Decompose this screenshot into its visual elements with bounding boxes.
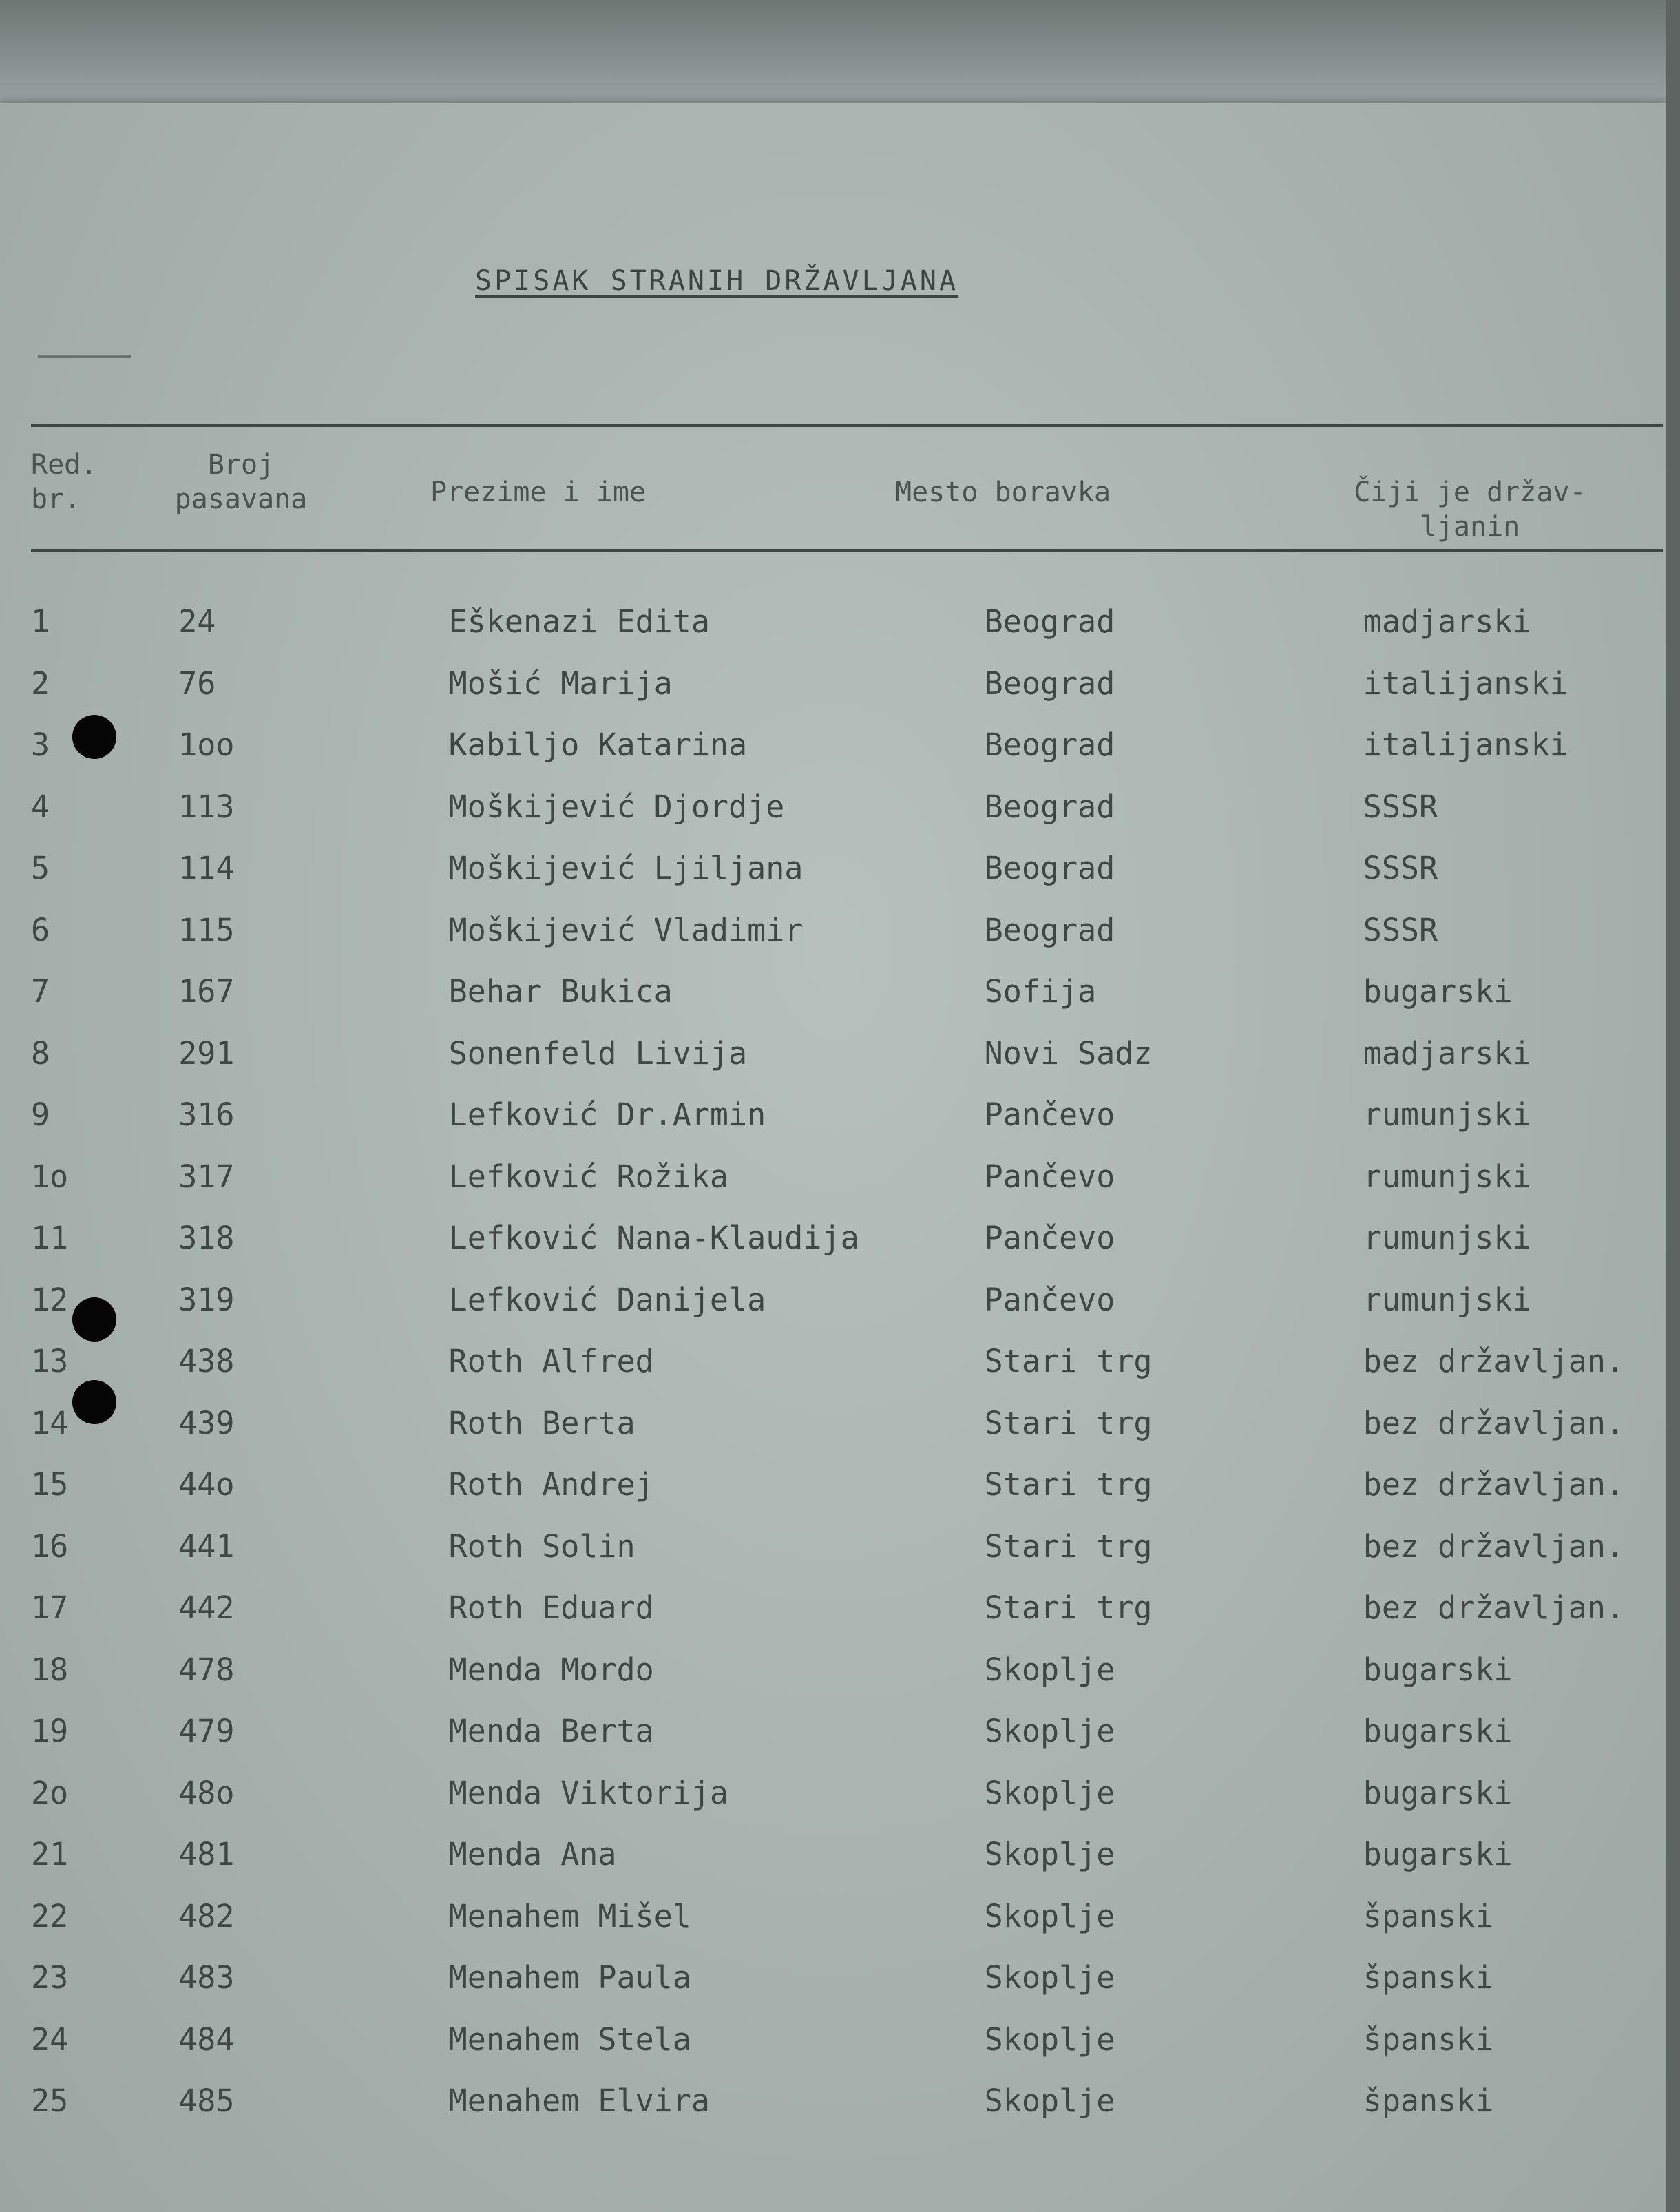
full-name: Moškijević Ljiljana	[448, 850, 804, 887]
passport-number: 114	[178, 850, 235, 887]
full-name: Roth Berta	[448, 1404, 636, 1441]
table-row	[0, 837, 1680, 899]
citizenship: bez državljan.	[1363, 1527, 1625, 1565]
row-number: 16	[31, 1527, 69, 1565]
citizenship: SSSR	[1363, 850, 1438, 887]
row-number: 14	[31, 1404, 69, 1441]
row-number: 22	[31, 1897, 69, 1934]
citizenship: bez državljan.	[1363, 1404, 1625, 1441]
row-number: 17	[31, 1589, 69, 1627]
full-name: Menda Mordo	[448, 1651, 654, 1688]
full-name: Menda Viktorija	[448, 1774, 729, 1811]
table-row	[0, 1639, 1680, 1701]
residence-place: Skoplje	[984, 1713, 1115, 1750]
passport-number: 44o	[178, 1466, 235, 1503]
full-name: Behar Bukica	[448, 973, 673, 1010]
header-citizenship	[1312, 475, 1628, 544]
row-number: 2o	[31, 1774, 69, 1811]
full-name: Menahem Paula	[448, 1959, 691, 1996]
passport-number: 439	[178, 1404, 235, 1441]
passport-number: 291	[178, 1034, 235, 1072]
table-row	[0, 1700, 1680, 1762]
full-name: Menahem Elvira	[448, 2083, 710, 2120]
header-passport-line2: pasavana	[174, 483, 308, 515]
residence-place: Stari trg	[984, 1343, 1153, 1380]
table-row	[0, 1084, 1680, 1146]
header-passport	[155, 448, 327, 517]
passport-number: 483	[178, 1959, 235, 1996]
citizenship: španski	[1363, 2021, 1494, 2058]
header-no-line2: br.	[31, 483, 81, 515]
punch-hole	[72, 715, 116, 759]
header-place: Mesto boravka	[895, 477, 1111, 508]
residence-place: Beograd	[984, 665, 1115, 702]
passport-number: 438	[178, 1343, 235, 1380]
table-row	[0, 2070, 1680, 2132]
table-row	[0, 1762, 1680, 1824]
header-no-line1: Red.	[31, 449, 98, 481]
citizenship: italijanski	[1363, 727, 1568, 764]
residence-place: Novi Sadz	[984, 1034, 1153, 1072]
full-name: Menda Berta	[448, 1713, 654, 1750]
citizenship: bugarski	[1363, 1651, 1513, 1688]
full-name: Roth Alfred	[448, 1343, 654, 1380]
passport-number: 485	[178, 2083, 235, 2120]
full-name: Roth Solin	[448, 1527, 636, 1565]
foreigners-table-body	[0, 591, 1680, 2132]
passport-number: 113	[178, 788, 235, 825]
residence-place: Pančevo	[984, 1096, 1115, 1134]
table-row	[0, 1454, 1680, 1516]
full-name: Roth Andrej	[448, 1466, 654, 1503]
header-passport-line1: Broj	[207, 449, 275, 481]
residence-place: Skoplje	[984, 1959, 1115, 1996]
table-row	[0, 2009, 1680, 2071]
table-top-rule	[31, 424, 1663, 427]
residence-place: Pančevo	[984, 1158, 1115, 1195]
passport-number: 316	[178, 1096, 235, 1134]
residence-place: Beograd	[984, 911, 1115, 948]
citizenship: bez državljan.	[1363, 1466, 1625, 1503]
foreigners-table	[0, 591, 1680, 2132]
pencil-dash	[38, 355, 131, 358]
passport-number: 479	[178, 1713, 235, 1750]
residence-place: Stari trg	[984, 1589, 1153, 1627]
citizenship: SSSR	[1363, 911, 1438, 948]
full-name: Sonenfeld Livija	[448, 1034, 748, 1072]
full-name: Menahem Mišel	[448, 1897, 691, 1934]
residence-place: Stari trg	[984, 1404, 1153, 1441]
full-name: Mošić Marija	[448, 665, 673, 702]
residence-place: Stari trg	[984, 1527, 1153, 1565]
citizenship: bugarski	[1363, 1836, 1513, 1873]
row-number: 11	[31, 1220, 69, 1257]
row-number: 18	[31, 1651, 69, 1688]
row-number: 9	[31, 1096, 50, 1134]
full-name: Lefković Danijela	[448, 1281, 766, 1318]
passport-number: 1oo	[178, 727, 235, 764]
full-name: Menahem Stela	[448, 2021, 691, 2058]
table-row	[0, 714, 1680, 776]
passport-number: 167	[178, 973, 235, 1010]
citizenship: madjarski	[1363, 603, 1531, 640]
citizenship: italijanski	[1363, 665, 1568, 702]
punch-hole	[72, 1380, 116, 1424]
residence-place: Beograd	[984, 727, 1115, 764]
row-number: 13	[31, 1343, 69, 1380]
citizenship: španski	[1363, 1897, 1494, 1934]
table-row	[0, 1577, 1680, 1639]
residence-place: Pančevo	[984, 1220, 1115, 1257]
table-row	[0, 1824, 1680, 1886]
table-row	[0, 1023, 1680, 1085]
full-name: Moškijević Djordje	[448, 788, 785, 825]
header-no	[31, 448, 97, 517]
residence-place: Beograd	[984, 850, 1115, 887]
full-name: Lefković Nana-Klaudija	[448, 1220, 859, 1257]
passport-number: 442	[178, 1589, 235, 1627]
table-row	[0, 1207, 1680, 1269]
row-number: 1	[31, 603, 50, 640]
residence-place: Skoplje	[984, 2083, 1115, 2120]
row-number: 24	[31, 2021, 69, 2058]
row-number: 2	[31, 665, 50, 702]
row-number: 8	[31, 1034, 50, 1072]
passport-number: 481	[178, 1836, 235, 1873]
citizenship: SSSR	[1363, 788, 1438, 825]
table-row	[0, 591, 1680, 653]
row-number: 3	[31, 727, 50, 764]
table-row	[0, 1146, 1680, 1208]
passport-number: 482	[178, 1897, 235, 1934]
residence-place: Skoplje	[984, 2021, 1115, 2058]
residence-place: Beograd	[984, 603, 1115, 640]
citizenship: bugarski	[1363, 973, 1513, 1010]
passport-number: 48o	[178, 1774, 235, 1811]
passport-number: 441	[178, 1527, 235, 1565]
passport-number: 115	[178, 911, 235, 948]
full-name: Eškenazi Edita	[448, 603, 710, 640]
residence-place: Skoplje	[984, 1897, 1115, 1934]
row-number: 5	[31, 850, 50, 887]
table-row	[0, 1392, 1680, 1454]
citizenship: madjarski	[1363, 1034, 1531, 1072]
row-number: 6	[31, 911, 50, 948]
header-citizenship-line2: ljanin	[1420, 511, 1520, 543]
table-row	[0, 1886, 1680, 1948]
passport-number: 478	[178, 1651, 235, 1688]
document-title: SPISAK STRANIH DRŽAVLJANA	[475, 265, 959, 297]
table-row	[0, 1516, 1680, 1578]
row-number: 15	[31, 1466, 69, 1503]
citizenship: španski	[1363, 2083, 1494, 2120]
citizenship: rumunjski	[1363, 1096, 1531, 1134]
table-row	[0, 653, 1680, 715]
citizenship: španski	[1363, 1959, 1494, 1996]
passport-number: 484	[178, 2021, 235, 2058]
row-number: 1o	[31, 1158, 69, 1195]
passport-number: 24	[178, 603, 216, 640]
table-row	[0, 1269, 1680, 1331]
row-number: 23	[31, 1959, 69, 1996]
passport-number: 318	[178, 1220, 235, 1257]
table-row	[0, 961, 1680, 1023]
full-name: Lefković Dr.Armin	[448, 1096, 766, 1134]
residence-place: Sofija	[984, 973, 1097, 1010]
punch-hole	[72, 1297, 116, 1342]
full-name: Menda Ana	[448, 1836, 617, 1873]
residence-place: Stari trg	[984, 1466, 1153, 1503]
citizenship: rumunjski	[1363, 1158, 1531, 1195]
row-number: 21	[31, 1836, 69, 1873]
row-number: 12	[31, 1281, 69, 1318]
table-row	[0, 776, 1680, 838]
row-number: 4	[31, 788, 50, 825]
header-bottom-rule	[31, 549, 1663, 552]
residence-place: Beograd	[984, 788, 1115, 825]
citizenship: rumunjski	[1363, 1220, 1531, 1257]
table-row	[0, 899, 1680, 961]
scanner-background	[0, 0, 1680, 110]
table-row	[0, 1331, 1680, 1392]
passport-number: 76	[178, 665, 216, 702]
residence-place: Skoplje	[984, 1651, 1115, 1688]
passport-number: 319	[178, 1281, 235, 1318]
residence-place: Pančevo	[984, 1281, 1115, 1318]
row-number: 25	[31, 2083, 69, 2120]
row-number: 7	[31, 973, 50, 1010]
full-name: Moškijević Vladimir	[448, 911, 804, 948]
full-name: Roth Eduard	[448, 1589, 654, 1627]
citizenship: bez državljan.	[1363, 1589, 1625, 1627]
citizenship: bugarski	[1363, 1774, 1513, 1811]
row-number: 19	[31, 1713, 69, 1750]
citizenship: rumunjski	[1363, 1281, 1531, 1318]
header-citizenship-line1: Čiji je držav-	[1354, 477, 1586, 508]
full-name: Lefković Rožika	[448, 1158, 729, 1195]
header-name: Prezime i ime	[430, 477, 647, 508]
full-name: Kabiljo Katarina	[448, 727, 748, 764]
residence-place: Skoplje	[984, 1836, 1115, 1873]
residence-place: Skoplje	[984, 1774, 1115, 1811]
citizenship: bez državljan.	[1363, 1343, 1625, 1380]
citizenship: bugarski	[1363, 1713, 1513, 1750]
table-row	[0, 1947, 1680, 2009]
passport-number: 317	[178, 1158, 235, 1195]
